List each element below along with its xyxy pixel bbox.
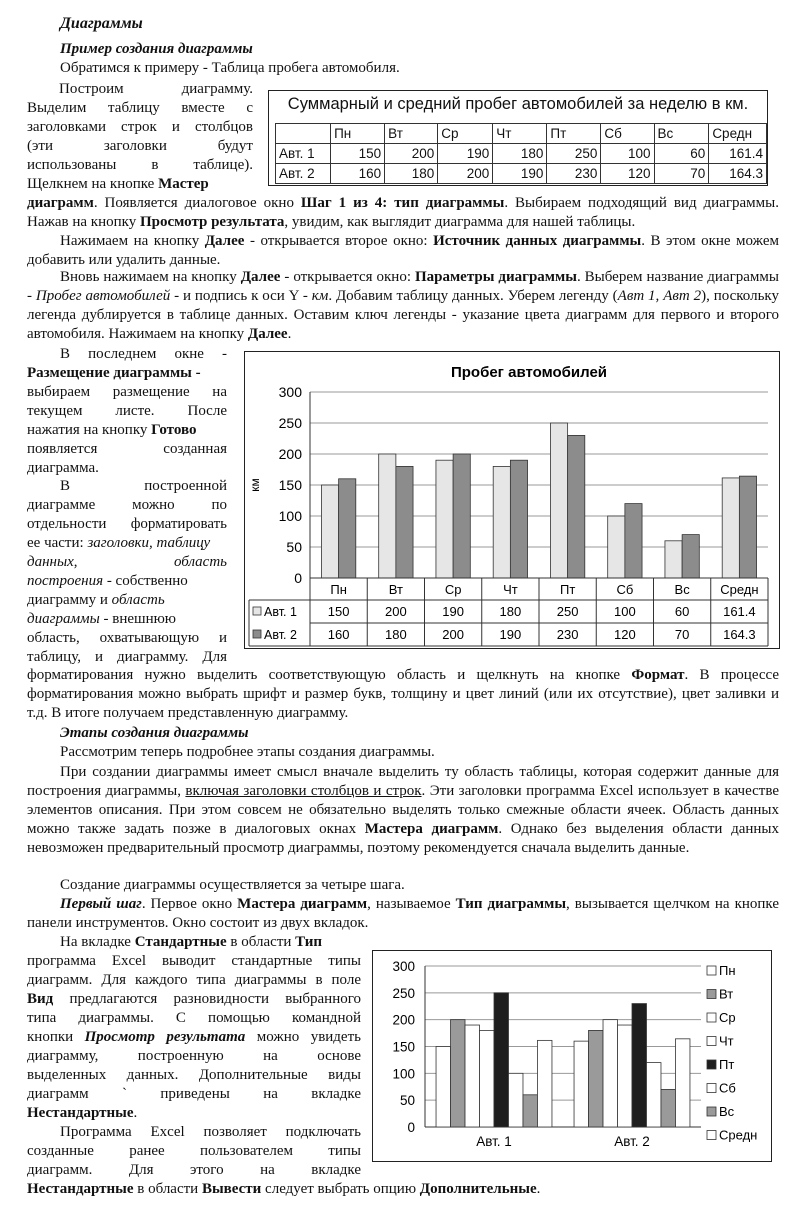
text-span: ее части: (27, 535, 88, 551)
term-type: Тип (295, 934, 323, 950)
text-span: На вкладке (60, 934, 135, 950)
text-span: . Однако без выделения области данных невозможен предварительный просмотр диаграммы, поэтому рекомендуется сначала выделить данные. (27, 821, 779, 856)
table-header-cell: Средн (709, 124, 767, 144)
legend-key-Пт (707, 1060, 716, 1069)
data-table-value: 160 (327, 627, 350, 642)
term-standard: Стандартные (134, 934, 227, 950)
text-span: нажатия на кнопку (27, 422, 152, 438)
term-done: Готово (151, 422, 197, 438)
bar-Авт. 2 (453, 454, 470, 578)
text-span: . В этом окне можем добавить или удалить данные. (27, 233, 779, 268)
y-tick-label: 100 (278, 508, 302, 524)
data-table-value: 180 (499, 604, 522, 619)
mileage-table-title: Суммарный и средний пробег автомобилей за неделю в км. (287, 95, 749, 113)
table-cell: 150 (331, 144, 385, 164)
italic-term: область (111, 592, 165, 608)
table-cell: 100 (601, 144, 654, 164)
y-tick-label: 300 (392, 959, 415, 974)
table-header-cell: Пт (547, 124, 601, 144)
data-table-value: 161.4 (723, 604, 756, 619)
text-span: - внешнюю (99, 611, 177, 627)
term-next: Далее (240, 269, 281, 285)
text-span: , (73, 554, 78, 570)
text-line: Выделим таблицу вместе с (27, 100, 253, 116)
term-next: Далее (204, 233, 245, 249)
text-line: (эти заголовки будут (27, 138, 253, 154)
term-data-source: Источник данных диаграммы (433, 233, 642, 249)
term-master: Мастер (158, 176, 209, 192)
bar-Средн (675, 1039, 689, 1127)
table-header-cell: Чт (493, 124, 547, 144)
data-table-value: 250 (556, 604, 579, 619)
x-tick-label: Вс (674, 582, 690, 597)
legend-label: Авт. 1 (264, 605, 297, 619)
bar-Чт (480, 1030, 494, 1127)
table-cell: 200 (438, 164, 493, 184)
y-tick-label: 300 (278, 384, 302, 400)
text-span: следует выбрать опцию (261, 1181, 420, 1197)
standard-tab-paragraph (27, 933, 361, 1123)
text-line: выделенных данных. Дополнительные виды (27, 1067, 361, 1083)
italic-term: диаграммы (27, 611, 100, 627)
text-span: , увидим, как выглядит диаграмма для нашей таблицы. (284, 214, 636, 230)
text-line: диаграмм. Для этого на вкладке (27, 1162, 361, 1178)
italic-term: данных (27, 554, 74, 570)
bar-Вт (589, 1030, 603, 1127)
legend-key-Авт. 2 (253, 630, 261, 638)
legend-key-Авт. 1 (253, 607, 261, 615)
table-header-cell: Вс (654, 124, 709, 144)
table-cell: 230 (547, 164, 601, 184)
text-line: программа Excel выводит стандартные типы (27, 953, 361, 969)
legend-key-Средн (707, 1131, 716, 1140)
text-span: Щелкнем на кнопке (27, 176, 159, 192)
text-line (27, 175, 253, 194)
legend-label: Сб (719, 1080, 736, 1096)
text-span: можно увидеть (245, 1029, 361, 1045)
text-span: . Первое окно (141, 896, 238, 912)
x-tick-label: Пн (330, 582, 347, 597)
text-line: заголовками строк и столбцов (27, 119, 253, 135)
intro-line: Обратимся к примеру - Таблица пробега автомобиля. (60, 60, 400, 76)
y-tick-label: 250 (392, 985, 415, 1001)
custom-types-paragraph (27, 1123, 361, 1180)
x-tick-label: Средн (720, 582, 759, 597)
term-next: Далее (247, 326, 288, 342)
y-tick-label: 150 (278, 477, 302, 493)
text-line: диаграмму, построенную на основе (27, 1048, 361, 1064)
mileage-table (268, 90, 768, 186)
data-table-value: 120 (614, 627, 636, 642)
term-wizard: Мастера диаграмм (364, 821, 499, 837)
text-span: . (536, 1181, 541, 1197)
text-line: типа диаграммы. С помощью командной (27, 1010, 361, 1026)
legend-label: Пт (719, 1057, 735, 1072)
chart-title: Пробег автомобилей (450, 364, 608, 381)
bar-Авт. 2 (510, 460, 527, 578)
text-span: , вызывается щелчком на кнопке панели инструментов. Окно состоит из двух вкладок. (27, 896, 779, 931)
table-cell: 161.4 (709, 144, 767, 164)
text-span: Вновь нажимаем на кнопку (60, 269, 241, 285)
term-output: Вывести (201, 1181, 262, 1197)
legend-key-Пн (707, 966, 716, 975)
x-tick-label: Ср (444, 582, 462, 597)
row-label: Авт. 2 (276, 164, 331, 184)
y-tick-label: 50 (286, 539, 302, 555)
text-span: - и подпись к оси Y - (170, 288, 312, 304)
bar-Чт (618, 1025, 632, 1127)
text-line: использованы в таблице). (27, 157, 253, 173)
paragraph-selection (27, 763, 779, 858)
section-heading: Диаграммы (60, 15, 143, 32)
table-cell: 164.3 (709, 164, 767, 184)
stages-intro: Рассмотрим теперь подробнее этапы создания диаграммы. (60, 744, 435, 760)
x-tick-label: Авт. 2 (614, 1134, 650, 1149)
term-format: Формат (631, 667, 685, 683)
bar-Авт. 1 (436, 460, 453, 578)
term-parameters: Параметры диаграммы (414, 269, 577, 285)
bar-Пн (436, 1047, 450, 1128)
legend-key-Ср (707, 1013, 716, 1022)
bar-Вс (523, 1095, 537, 1127)
text-span: . (287, 326, 292, 342)
data-table-value: 180 (385, 627, 407, 642)
legend-key-Чт (707, 1037, 716, 1046)
legend-label: Средн (719, 1127, 758, 1143)
table-cell: 180 (493, 144, 547, 164)
text-line (27, 1028, 361, 1047)
text-line (27, 1104, 361, 1123)
text-span: форматирования нужно выделить соответствующую область и щелкнуть на кнопке (27, 667, 632, 683)
bar-Авт. 2 (625, 504, 642, 578)
term-nonstandard: Нестандартные (27, 1181, 134, 1197)
bar-Ср (603, 1020, 617, 1127)
table-row (276, 164, 767, 184)
bar-Авт. 2 (396, 466, 413, 578)
subsection-heading-stages: Этапы создания диаграммы (60, 725, 249, 741)
term-placement: Размещение диаграммы - (27, 365, 201, 381)
text-line (27, 610, 227, 629)
x-tick-label: Пт (559, 582, 576, 597)
text-span: - собственно (103, 573, 188, 589)
y-tick-label: 250 (278, 415, 302, 431)
bar-Пн (574, 1041, 588, 1127)
text-line: созданные ранее пользователем типы (27, 1143, 361, 1159)
bar-Сб (646, 1063, 660, 1127)
text-span: . Добавим таблицу данных. Уберем легенду ( (328, 288, 618, 304)
bar-Пт (632, 1004, 646, 1127)
format-paragraph-rest (27, 666, 779, 723)
text-line (27, 591, 227, 610)
text-line (27, 572, 227, 591)
legend-key-Вт (707, 990, 716, 999)
bar-Авт. 1 (665, 541, 682, 578)
text-span: - открывается второе окно: (244, 233, 434, 249)
table-cell: 250 (547, 144, 601, 164)
text-span: . Появляется диалоговое окно (93, 195, 301, 211)
text-span: диаграмму и (27, 592, 112, 608)
y-tick-label: 200 (392, 1012, 415, 1028)
text-span: . (133, 1105, 138, 1121)
text-span: - открывается окно: (280, 269, 415, 285)
format-paragraph-left (27, 477, 227, 667)
term-view: Вид (27, 991, 54, 1007)
y-tick-label: 0 (294, 570, 302, 586)
data-table-value: 200 (385, 604, 407, 619)
chart-mileage (244, 351, 780, 649)
text-span: предлагаются разновидности выбранного (53, 991, 361, 1007)
term-first-step: Первый шаг (60, 896, 142, 912)
y-tick-label: 150 (392, 1039, 415, 1055)
data-table-value: 100 (614, 604, 636, 619)
bar-Авт. 1 (550, 423, 567, 578)
paragraph-next-window (27, 232, 779, 270)
term-chart-type: Тип диаграммы (455, 896, 567, 912)
bar-Средн (537, 1040, 551, 1127)
text-span: ), поскольку легенда дублируется в таблице данных. Оставим ключ легенды - указание цвета диаграмм для первого и второго автомобиля. Нажимаем на кнопку (27, 288, 780, 342)
text-span: При создании диаграммы имеет смысл вначале выделить ту область таблицы, которая содержит данные для построения диаграммы, (27, 764, 779, 799)
term-preview: Просмотр результата (84, 1029, 246, 1045)
legend-label: Вс (719, 1104, 735, 1119)
paragraph-step1 (27, 194, 779, 232)
table-cell: 190 (493, 164, 547, 184)
paragraph-first-step (27, 895, 779, 933)
underlined-text: включая заголовки столбцов и строк (185, 783, 422, 799)
text-span: в области (226, 934, 296, 950)
y-tick-label: 100 (392, 1066, 415, 1082)
data-table-value: 60 (674, 604, 690, 619)
text-span: кнопки (27, 1029, 85, 1045)
legend-key-Вс (707, 1107, 716, 1116)
placement-paragraph (27, 345, 227, 478)
table-header-row (276, 124, 767, 144)
bar-Авт. 1 (379, 454, 396, 578)
text-line (27, 553, 227, 572)
bar-Авт. 1 (493, 466, 510, 578)
text-line: таблицу, и диаграмму. Для (27, 649, 227, 665)
text-line: Программа Excel позволяет подключать (60, 1124, 361, 1140)
table-header-cell: Ср (438, 124, 493, 144)
table-cell: 60 (654, 144, 709, 164)
four-steps-line: Создание диаграммы осуществляется за четыре шага. (60, 877, 405, 893)
x-tick-label: Чт (503, 582, 518, 597)
legend-label: Авт. 2 (264, 628, 297, 642)
text-line: диаграмме можно по (27, 497, 227, 513)
chart-by-car-svg (373, 951, 770, 1160)
term-preview: Просмотр результата (139, 214, 285, 230)
table-row (276, 144, 767, 164)
paragraph-parameters (27, 268, 779, 344)
bar-Авт. 2 (682, 535, 699, 578)
text-span: . Выбираем подходящий вид диаграммы. Нажав на кнопку (27, 195, 779, 230)
legend-label: Чт (719, 1033, 734, 1049)
text-line: В последнем окне - (60, 346, 227, 362)
bar-Авт. 1 (722, 478, 739, 578)
bar-Ср (465, 1025, 479, 1127)
legend-names-italic: Авт 1, Авт 2 (617, 288, 702, 304)
bar-Сб (508, 1073, 522, 1127)
data-table-value: 164.3 (723, 627, 756, 642)
table-cell: 120 (601, 164, 654, 184)
table-cell: 180 (385, 164, 438, 184)
legend-label: Ср (719, 1010, 736, 1025)
axis-unit-italic: км (311, 288, 329, 304)
bar-Авт. 2 (568, 435, 585, 578)
bar-Авт. 2 (739, 476, 756, 578)
term-additional: Дополнительные (419, 1181, 537, 1197)
text-line: Построим диаграмму. (59, 81, 253, 97)
italic-term: заголовки, таблицу (87, 535, 211, 551)
chart-mileage-svg (245, 352, 778, 647)
data-table-value: 200 (442, 627, 464, 642)
x-tick-label: Вт (388, 582, 403, 597)
text-line (27, 421, 227, 440)
mileage-table-grid (275, 123, 767, 184)
table-header-cell: Сб (601, 124, 654, 144)
y-tick-label: 0 (407, 1120, 415, 1135)
text-line (27, 534, 227, 553)
bar-Авт. 1 (608, 516, 625, 578)
bar-Авт. 1 (321, 485, 338, 578)
text-line (27, 933, 361, 952)
legend-key-Сб (707, 1084, 716, 1093)
x-tick-label: Авт. 1 (476, 1134, 512, 1149)
bar-Вс (661, 1089, 675, 1127)
term-wizard: Мастера диаграмм (237, 896, 368, 912)
data-table-value: 230 (556, 627, 579, 642)
data-table-value: 70 (674, 627, 690, 642)
custom-types-last-line (27, 1180, 779, 1199)
text-line: диаграмм. Для каждого типа диаграммы в поле (27, 972, 361, 988)
text-line: выбираем размещение на (27, 384, 227, 400)
term-diagrams: диаграмм (27, 195, 94, 211)
bar-Пт (494, 993, 508, 1127)
text-span: . В процессе форматирования можно выбрать шрифт и размер букв, толщину и цвет линий (или их отсутствие), цвет заливки и т.д. В итоге получаем представленную диаграмму. (27, 667, 780, 721)
legend-label: Вт (719, 986, 734, 1002)
term-step1: Шаг 1 из 4: тип диаграммы (300, 195, 505, 211)
text-span: , называемое (367, 896, 456, 912)
chart-by-car (372, 950, 772, 1162)
data-table-value: 150 (327, 604, 350, 619)
chart-name-italic: Пробег автомобилей (35, 288, 171, 304)
text-line: появляется созданная (27, 441, 227, 457)
data-table-value: 190 (442, 604, 464, 619)
text-line (27, 990, 361, 1009)
y-tick-label: 50 (399, 1093, 415, 1109)
build-chart-paragraph-left (27, 80, 253, 194)
x-tick-label: Сб (616, 582, 634, 597)
text-line: отдельности форматировать (27, 516, 227, 532)
term-nonstandard: Нестандартные (27, 1105, 134, 1121)
row-label: Авт. 1 (276, 144, 331, 164)
table-header-cell: Вт (385, 124, 438, 144)
italic-term: построения (27, 573, 104, 589)
text-line: текущем листе. После (27, 403, 227, 419)
subsection-heading-example: Пример создания диаграммы (60, 41, 253, 57)
text-span: в области (133, 1181, 202, 1197)
bar-Авт. 2 (339, 479, 356, 578)
y-tick-label: 200 (278, 446, 302, 462)
table-cell: 70 (654, 164, 709, 184)
text-span: . Выберем название диаграммы - (27, 269, 779, 304)
text-line: область, охватывающую и (27, 630, 227, 646)
table-corner-cell (276, 124, 331, 144)
text-span: . Эти заголовки программа Excel использует в качестве элементов описания. При этом совсем не обязательно выделять только смежные области ячеек. Область данных можно также задать позже в диалоговых окнах (27, 783, 779, 837)
table-cell: 160 (331, 164, 385, 184)
data-table-value: 190 (499, 627, 522, 642)
text-line: диаграмма. (27, 460, 99, 476)
bar-Вт (451, 1020, 465, 1127)
text-line: В построенной (60, 478, 227, 494)
italic-term: область (173, 554, 227, 570)
table-cell: 190 (438, 144, 493, 164)
text-span: Нажимаем на кнопку (60, 233, 205, 249)
y-axis-label: км (248, 478, 262, 492)
table-header-cell: Пн (331, 124, 385, 144)
text-line: диаграмм ` приведены на вкладке (27, 1086, 361, 1102)
legend-label: Пн (719, 963, 736, 978)
table-cell: 200 (385, 144, 438, 164)
